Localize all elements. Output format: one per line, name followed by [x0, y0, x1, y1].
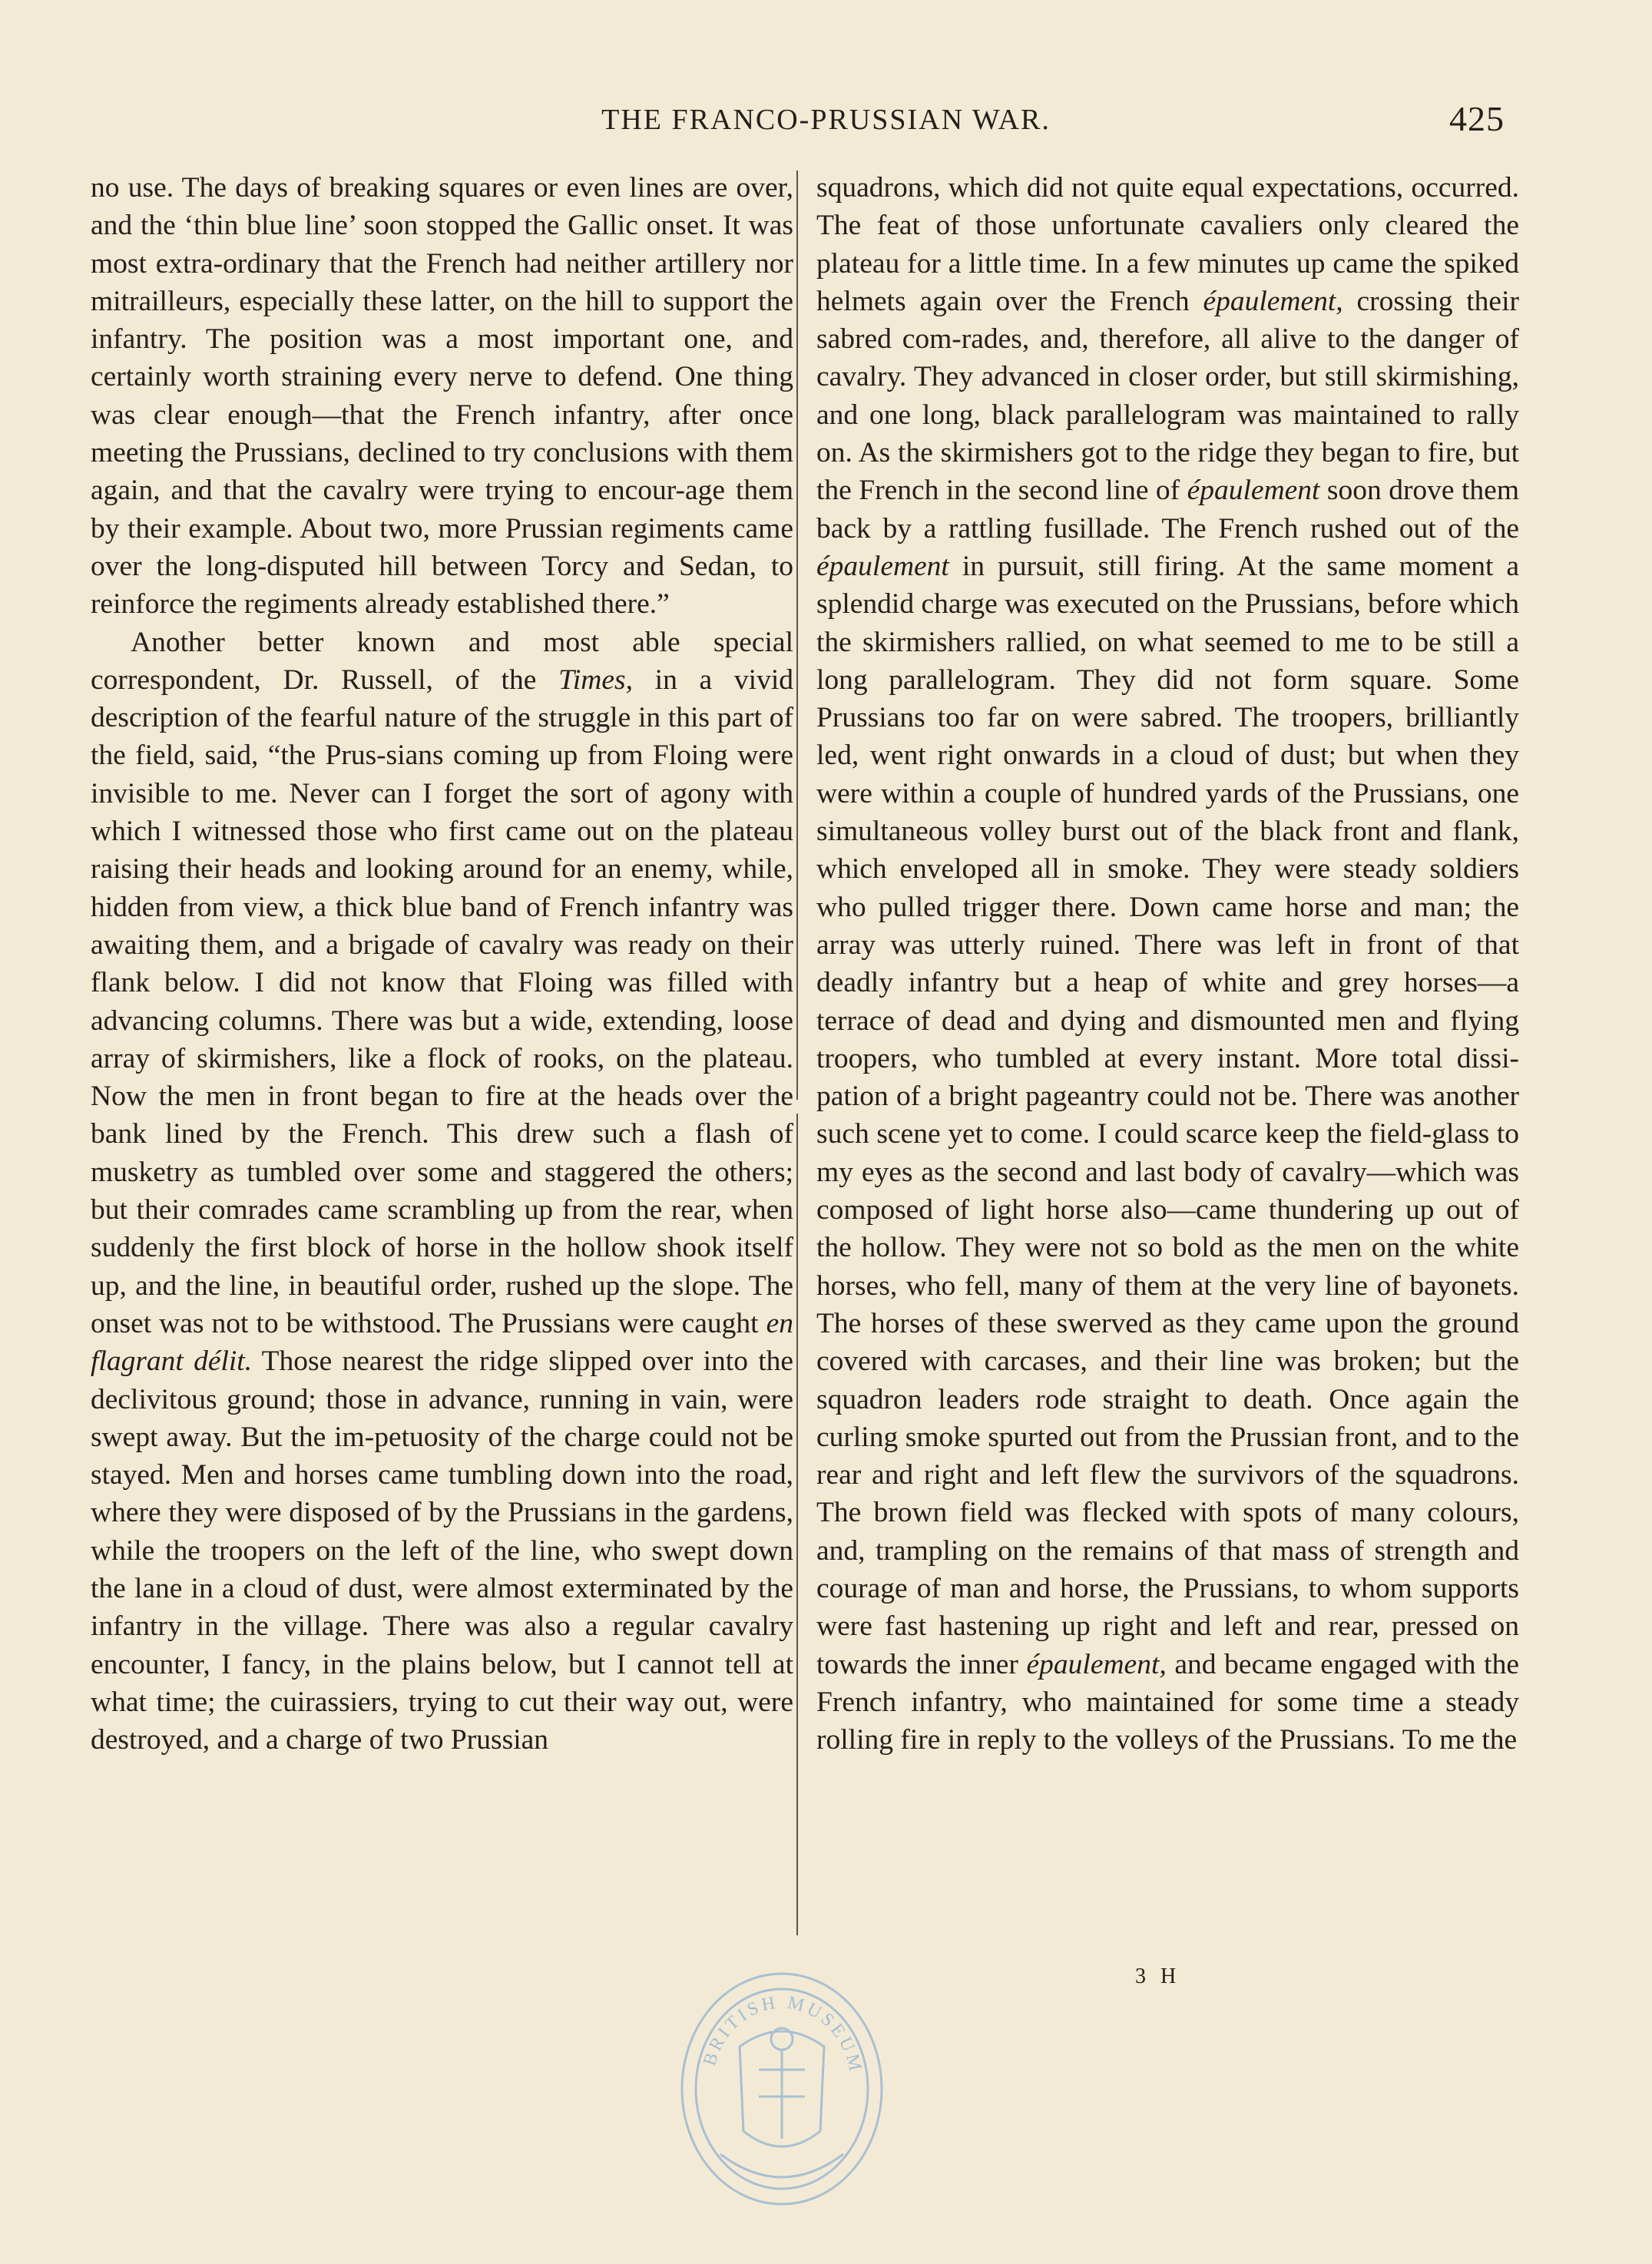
italic-times: Times,: [558, 664, 633, 696]
text-run: Another better known and most able special correspondent, Dr. Russell, of the: [91, 626, 793, 696]
page-number: 425: [1449, 99, 1505, 138]
signature-mark: 3 H: [1135, 1964, 1181, 1988]
text-run: in pursuit, still firing. At the same moment a splendid charge was executed on the Prussians, before which the skirmishers rallied, on what seemed to me to be still a long parallelogram. They did not form square. Some Prussians too far on were sabred. The troopers, brilliantly led, went right onwards in a cloud of dust; but when they were within a couple of hundred yards of the Prussians, one simultaneous volley burst out of the black front and flank, which enveloped all in smoke. They were steady soldiers who pulled trigger there. Down came horse and man; the array was utterly ruined. There was left in front of that deadly infantry but a heap of white and grey horses—a terrace of dead and dying and dismounted men and flying troopers, who tumbled at every instant. More total dissi-pation of a bright pageantry could not be. There was another such scene yet to come. I could scarce keep the field-glass to my eyes as the second and last body of cavalry—which was composed of light horse also—came thundering up out of the hollow. They were not so bold as the men on the white horses, who fell, many of them at the very line of bayonets. The horses of these swerved as they came upon the ground covered with carcases, and their line was broken; but the squadron leaders rode straight to death. Once again the curling smoke spurted out from the Prussian front, and to the rear and right and left flew the survivors of the squadrons. The brown field was flecked with spots of many colours, and, trampling on the remains of that mass of strength and courage of man and horse, the Prussians, to whom supports were fast hastening up right and left and rear, pressed on towards the inner: [816, 550, 1519, 1680]
running-title: THE FRANCO-PRUSSIAN WAR.: [601, 104, 1051, 136]
text-run: soon drove them back by a rattling fusillade. The French rushed out of the: [816, 475, 1519, 544]
right-column: [816, 169, 1519, 1759]
italic-epaulement: épaulement: [816, 550, 949, 582]
italic-epaulement: épaulement: [1187, 475, 1320, 507]
left-paragraph-1: no use. The days of breaking squares or even lines are over, and the ‘thin blue line’ soon stopped the Gallic onset. It was most extra-ordinary that the French had neither artillery nor mitrailleurs, especially these latter, on the hill to support the infantry. The position was a most important one, and certainly worth straining every nerve to defend. One thing was clear enough—that the French infantry, after once meeting the Prussians, declined to try conclusions with them again, and that the cavalry were trying to encour-age them by their example. About two, more Prussian regiments came over the long-disputed hill between Torcy and Sedan, to reinforce the regiments already established there.”: [91, 172, 793, 621]
column-divider: [796, 1114, 798, 1935]
stamp-text: BRITISH MUSEUM: [700, 1992, 866, 2076]
text-run: squadrons, which did not quite equal expectations, occurred. The feat of those unfortunate cavaliers only cleared the plateau for a little time. In a few minutes up came the spiked helmets again over the French: [816, 172, 1519, 317]
column-divider: [796, 170, 798, 1100]
text-run: crossing their sabred com-rades, and, therefore, all alive to the danger of cavalry. They advanced in closer order, but still skirmishing, and one long, black parallelogram was maintained to rally on. As the skirmishers got to the ridge they began to fire, but the French in the second line of: [816, 285, 1519, 507]
museum-stamp-icon: [667, 1955, 897, 2216]
right-paragraph-1: [816, 169, 1519, 1759]
italic-en-flagrant-delit: en flagrant délit.: [91, 1307, 793, 1378]
text-run: in a vivid description of the fearful nature of the struggle in this part of the field, said, “the Prus-sians coming up from Floing were invisible to me. Never can I forget the sort of agony with which I witnessed those who first came out on the plateau raising their heads and looking around for an enemy, while, hidden from view, a thick blue band of French infantry was awaiting them, and a brigade of cavalry was ready on their flank below. I did not know that Floing was filled with advancing columns. There was but a wide, extending, loose array of skirmishers, like a flock of rooks, on the plateau. Now the men in front began to fire at the heads over the bank lined by the French. This drew such a flash of musketry as tumbled over some and staggered the others; but their comrades came scrambling up from the rear, when suddenly the first block of horse in the hollow shook itself up, and the line, in beautiful order, rushed up the slope. The onset was not to be withstood. The Prussians were caught: [91, 664, 793, 1339]
left-column: [91, 169, 793, 1759]
left-paragraph-2: [91, 624, 793, 1759]
text-run: Those nearest the ridge slipped over into the declivitous ground; those in advance, running in vain, were swept away. But the im-petuosity of the charge could not be stayed. Men and horses came tumbling down into the road, where they were disposed of by the Prussians in the gardens, while the troopers on the left of the line, who swept down the lane in a cloud of dust, were almost exterminated by the infantry in the village. There was also a regular cavalry encounter, I fancy, in the plains below, but I cannot tell at what time; the cuirassiers, trying to cut their way out, were destroyed, and a charge of two Prussian: [91, 1345, 794, 1756]
italic-epaulement: épaulement,: [1026, 1648, 1167, 1680]
italic-epaulement: épaulement,: [1203, 285, 1343, 317]
text-run: and became engaged with the French infantry, who maintained for some time a steady rolling fire in reply to the volleys of the Prussians. To me the: [816, 1648, 1519, 1756]
